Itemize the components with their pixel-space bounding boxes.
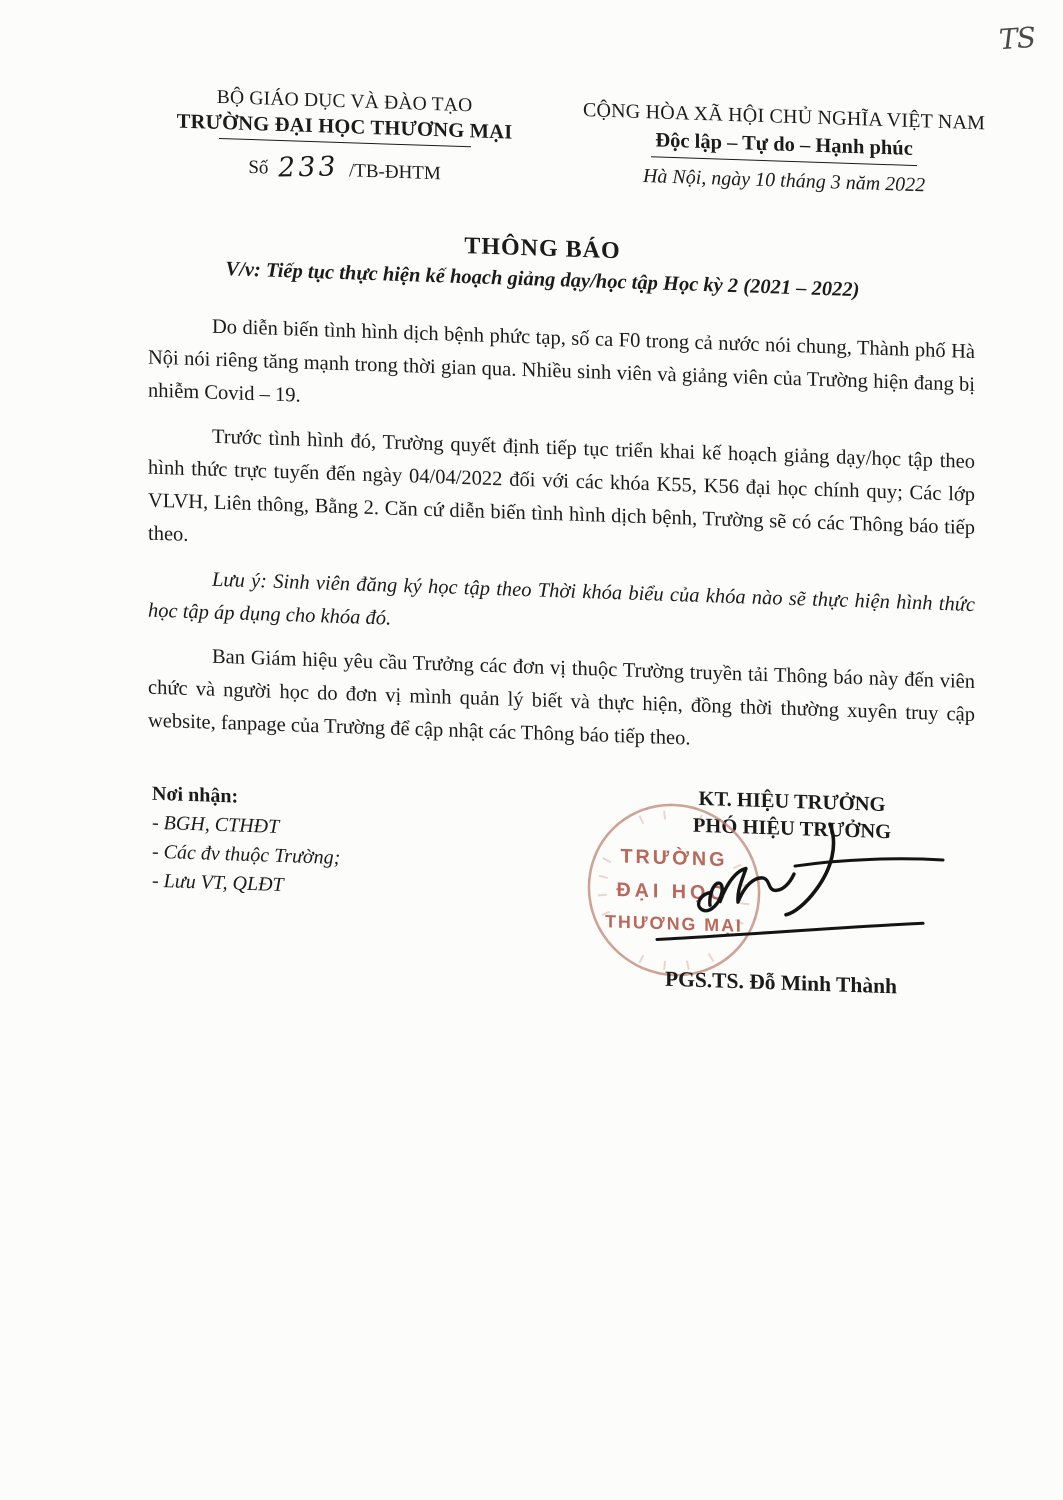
signing-authority: KT. HIỆU TRƯỞNG <box>698 787 886 817</box>
stamp-text-line3: THƯƠNG MẠI <box>605 911 743 936</box>
paragraph-note: Lưu ý: Sinh viên đăng ký học tập theo Thời khóa biểu của khóa nào sẽ thực hiện hình thức học tập áp dụng cho khóa đó. <box>148 568 975 630</box>
stamp-text-line1: TRƯỜNG <box>620 845 728 872</box>
paragraph-1: Do diễn biến tình hình dịch bệnh phức tạp, số ca F0 trong cả nước nói chung, Thành phố Hà Nội nói riêng tăng mạnh trong thời gian qua. Nhiều sinh viên và giảng viên của Trường hiện đang bị nhiễm Covid – 19. <box>148 315 975 407</box>
issuing-agency-block <box>136 84 553 190</box>
ministry-name: BỘ GIÁO DỤC VÀ ĐÀO TẠO <box>216 86 473 117</box>
document-subject: V/v: Tiếp tục thực hiện kế hoạch giảng dạy/học tập Học kỳ 2 (2021 – 2022) <box>225 258 860 302</box>
recipients-title: Nơi nhận: <box>152 782 239 808</box>
signer-name: PGS.TS. Đỗ Minh Thành <box>664 966 898 999</box>
national-motto-block <box>553 98 1015 200</box>
recipient-item: - Lưu VT, QLĐT <box>152 869 284 897</box>
date-line: Hà Nội, ngày 10 tháng 3 năm 2022 <box>642 165 926 197</box>
signer-position: PHÓ HIỆU TRƯỞNG <box>692 814 892 844</box>
document-title: THÔNG BÁO <box>464 233 621 265</box>
recipient-item: - BGH, CTHĐT <box>152 811 280 838</box>
country-name: CỘNG HÒA XÃ HỘI CHỦ NGHĨA VIỆT NAM <box>582 99 986 135</box>
signature-block <box>597 782 987 1035</box>
recipient-item: - Các đv thuộc Trường; <box>152 840 341 869</box>
signature-flourish <box>786 823 834 917</box>
number-suffix: /TB-ĐHTM <box>348 160 441 185</box>
paragraph-4: Ban Giám hiệu yêu cầu Trưởng các đơn vị thuộc Trường truyền tải Thông báo này đến viên chức và người học do đơn vị mình quản lý biết và thực hiện, đồng thời thường xuyên truy cập website, fanpage của Trường để cập nhật các Thông báo tiếp theo. <box>148 645 975 750</box>
handwritten-signature <box>645 806 950 971</box>
document-number-line <box>136 145 553 190</box>
title-block <box>70 220 1015 307</box>
national-motto: Độc lập – Tự do – Hạnh phúc <box>651 129 916 166</box>
signature-squiggle <box>699 867 794 914</box>
university-name: TRƯỜNG ĐẠI HỌC THƯƠNG MẠI <box>176 110 513 144</box>
document-page <box>70 82 1015 1036</box>
stamp-text-line2: ĐẠI HỌC <box>616 879 728 905</box>
number-label: Số <box>248 156 269 179</box>
paragraph-2: Trước tình hình đó, Trường quyết định tiếp tục triển khai kế hoạch giảng dạy/học tập theo hình thức trực tuyến đến ngày 04/04/2022 đối với các khóa K55, K56 đại học chính quy; Các lớp VLVH, Liên thông, Bằng 2. Căn cứ diễn biến tình hình dịch bệnh, Trường sẽ có các Thông báo tiếp theo. <box>148 425 975 546</box>
handwritten-document-number: 233 <box>277 151 340 184</box>
recipients-block <box>152 780 340 1014</box>
document-header <box>70 82 1015 205</box>
signature-top-line <box>795 855 943 871</box>
document-footer <box>70 777 1015 1036</box>
signature-underline <box>657 914 923 948</box>
document-body <box>148 309 975 765</box>
handwritten-corner-initials: TS <box>998 20 1037 57</box>
